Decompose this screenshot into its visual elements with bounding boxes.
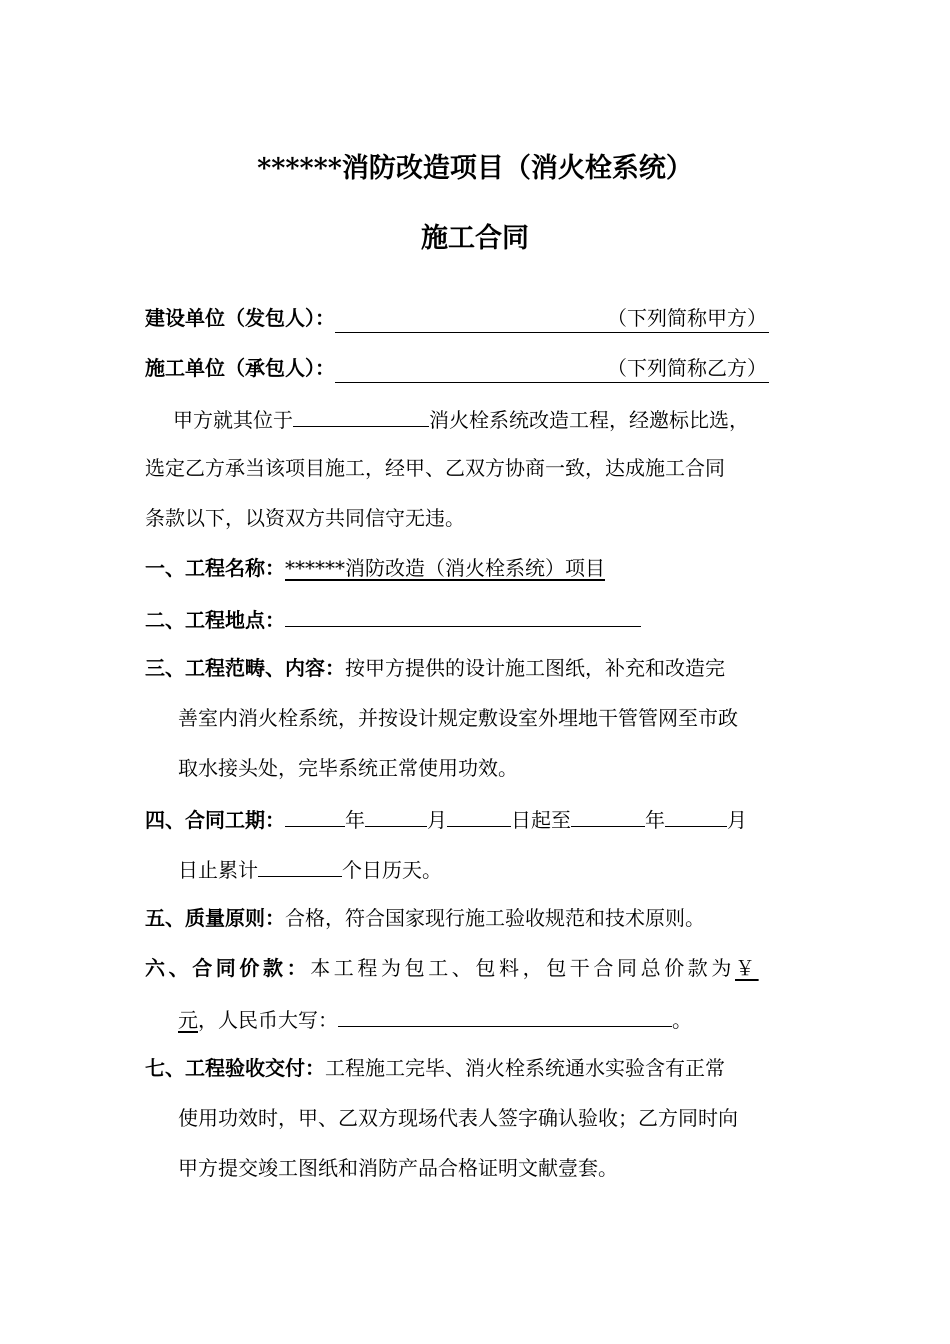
year2-text: 年 xyxy=(645,808,665,832)
party-b-row xyxy=(145,354,805,383)
day-from-text: 日起至 xyxy=(511,808,571,832)
clause-7-line-1 xyxy=(145,1054,805,1082)
party-a-label: 建设单位（发包人）： xyxy=(145,306,335,330)
party-b-note: （下列简称乙方） xyxy=(607,356,767,380)
total-days-blank xyxy=(258,854,342,877)
clause-3-line-1 xyxy=(145,654,805,682)
clause-4-label: 四、合同工期： xyxy=(145,808,285,832)
clause-6-text-1: 本工程为包工、包料，包干合同总价款为 xyxy=(310,956,736,980)
clause-4-text-a: 日止累计 xyxy=(178,858,258,882)
clause-7-label: 七、工程验收交付： xyxy=(145,1056,325,1080)
month-text: 月 xyxy=(427,808,447,832)
currency-symbol: ￥ xyxy=(735,956,759,980)
intro-text-a: 甲方就其位于 xyxy=(173,408,293,432)
clause-1-value: ******消防改造（消火栓系统）项目 xyxy=(285,556,605,580)
party-a-row xyxy=(145,304,805,333)
clause-7-text-1: 工程施工完毕、消火栓系统通水实验含有正常 xyxy=(325,1056,725,1080)
clause-6-line-1 xyxy=(145,954,805,982)
party-a-note: （下列简称甲方） xyxy=(607,306,767,330)
party-a-blank xyxy=(335,304,769,333)
start-year-blank xyxy=(285,804,345,827)
clause-3-label: 三、工程范畴、内容： xyxy=(145,656,345,680)
clause-2-label: 二、工程地点： xyxy=(145,608,285,632)
intro-text-b: 消火栓系统改造工程，经邀标比选， xyxy=(429,408,749,432)
clause-1-project-name xyxy=(145,554,805,582)
clause-6-line-2 xyxy=(178,1004,838,1034)
end-year-blank xyxy=(571,804,645,827)
month2-text: 月 xyxy=(727,808,747,832)
clause-4-line-1 xyxy=(145,804,805,834)
intro-line-1 xyxy=(173,404,833,434)
clause-5-value: 合格，符合国家现行施工验收规范和技术原则。 xyxy=(285,906,705,930)
clause-6-text-2: ，人民币大写： xyxy=(198,1008,338,1032)
clause-3-line-3: 取水接头处，完毕系统正常使用功效。 xyxy=(178,756,518,780)
start-month-blank xyxy=(365,804,427,827)
clause-1-label: 一、工程名称： xyxy=(145,556,285,580)
document-title: ******消防改造项目（消火栓系统） xyxy=(257,153,693,184)
clause-5-label: 五、质量原则： xyxy=(145,906,285,930)
document-subtitle: 施工合同 xyxy=(421,223,529,254)
amount-in-words-blank xyxy=(338,1004,672,1027)
clause-2-blank xyxy=(285,604,641,627)
location-blank xyxy=(293,404,429,427)
clause-6-period: 。 xyxy=(672,1008,692,1032)
party-b-blank xyxy=(335,354,769,383)
end-month-blank xyxy=(665,804,727,827)
clause-3-text-1: 按甲方提供的设计施工图纸，补充和改造完 xyxy=(345,656,725,680)
clause-4-text-b: 个日历天。 xyxy=(342,858,442,882)
clause-7-line-3: 甲方提交竣工图纸和消防产品合格证明文献壹套。 xyxy=(178,1156,618,1180)
clause-3-line-2: 善室内消火栓系统，并按设计规定敷设室外埋地干管管网至市政 xyxy=(178,706,738,730)
intro-line-2: 选定乙方承当该项目施工，经甲、乙双方协商一致，达成施工合同 xyxy=(145,456,725,480)
party-b-label: 施工单位（承包人）： xyxy=(145,356,335,380)
yuan-unit: 元 xyxy=(178,1008,198,1032)
clause-5-quality xyxy=(145,904,805,932)
intro-line-3: 条款以下，以资双方共同信守无违。 xyxy=(145,506,465,530)
year-text: 年 xyxy=(345,808,365,832)
start-day-blank xyxy=(447,804,511,827)
clause-2-project-location xyxy=(145,604,805,634)
clause-7-line-2: 使用功效时，甲、乙双方现场代表人签字确认验收；乙方同时向 xyxy=(178,1106,738,1130)
clause-6-label: 六、合同价款： xyxy=(145,956,311,980)
clause-4-line-2 xyxy=(178,854,838,884)
